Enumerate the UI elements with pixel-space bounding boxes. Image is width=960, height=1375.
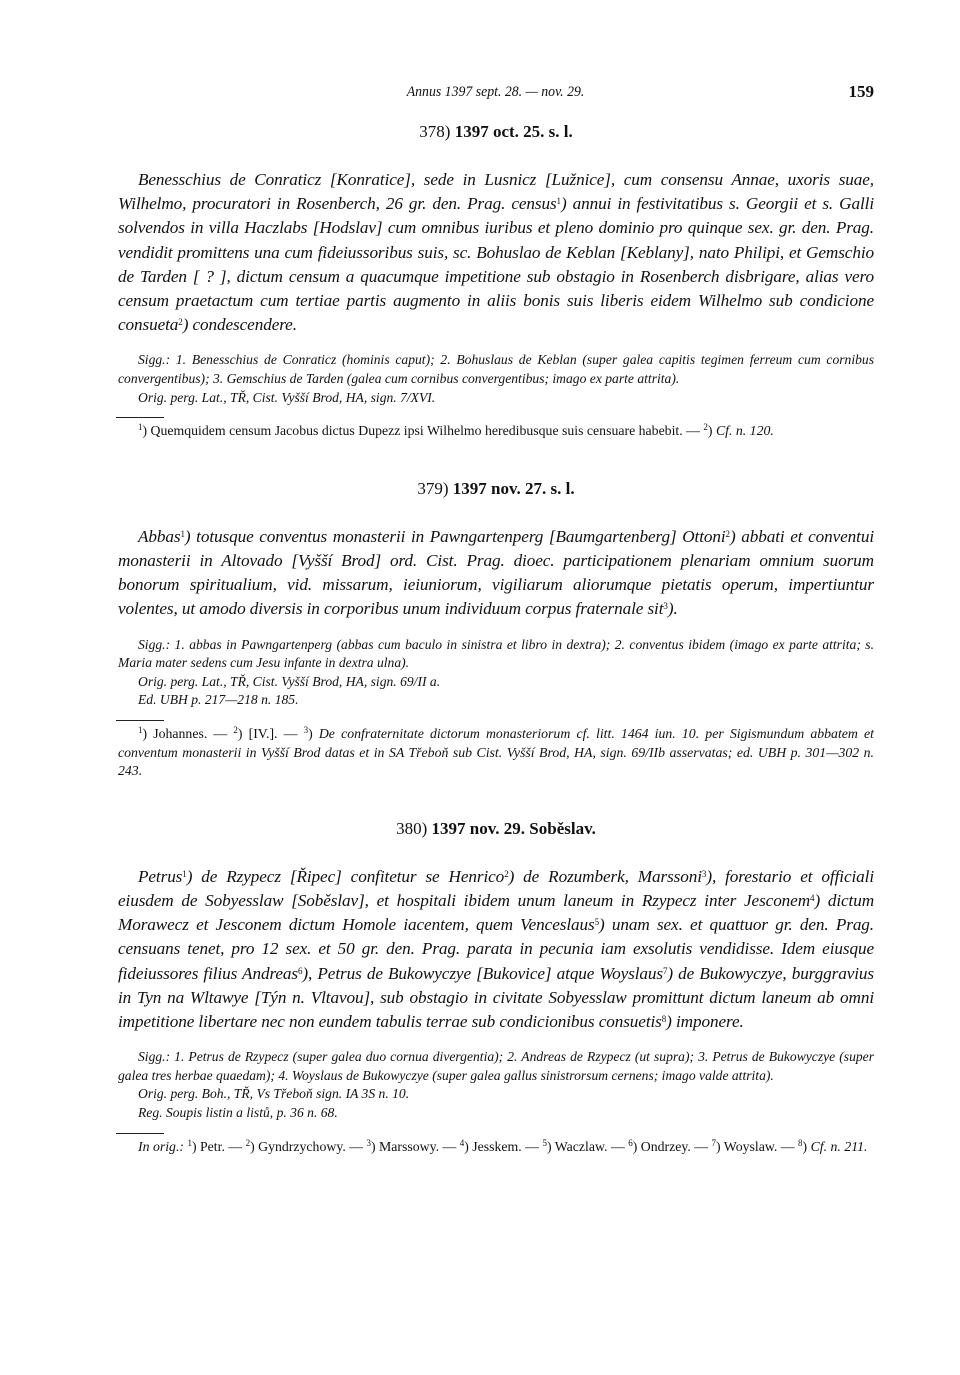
footnote-text: ) Marssowy. —: [370, 1138, 460, 1154]
footnote-text: ) Jesskem. —: [464, 1138, 543, 1154]
body-text-segment: ) dictum Morawecz et Jesconem dictum Homole iacentem, quem Venceslaus: [118, 890, 875, 935]
sigg-text: Sigg.: 1. abbas in Pawngartenperg (abbas cum baculo in sinistra et libro in dextra); 2. conventus ibidem (imago ex parte attrita; s. Maria mater sedens cum Jesu infante in dextra ulna).: [118, 636, 874, 671]
body-text-segment: ) annui in festivitatibus s. Georgii et s. Galli solvendos in villa Haczlabs [Hodslav] cum omnibus iuribus et pleno dominio pro quinque sex. gr. den. Prag. vendidit promittens una cum fideiussoribus suis, sc. Bohuslao de Keblan [Keblany], nato Philipi, et Gemschio de Tarden [ ? ], dictum censum a quacumque impetitione sub obstagio in Rosenberch disbrigare, alias vero censum praetactum cum tertiae partis augmento in aliis bonis suis liberis eidem Wilhelmo sub condicione consueta: [118, 194, 874, 335]
body-text-segment: ) totusque conventus monasterii in Pawngartenperg [Baumgartenberg] Ottoni: [184, 526, 726, 546]
footnote-text-italic: Cf. n. 211.: [810, 1138, 868, 1154]
body-text-segment: ), forestario et officiali eiusdem de Sobyesslaw [Soběslav], et hospitali ibidem unum laneum in Rzypecz inter Jesconem: [118, 866, 874, 910]
footnotes: [118, 422, 874, 441]
footnote-marker: 2: [504, 868, 509, 879]
source-reference: Orig. perg. Boh., TŘ, Vs Třeboň sign. IA 3S n. 10.: [138, 1086, 410, 1102]
body-text-segment: Abbas: [138, 526, 181, 546]
footnote-text: ) [IV.]. —: [237, 725, 304, 741]
footnote-text: ) Gyndrzychowy. —: [250, 1138, 367, 1154]
entry-number: 380): [396, 818, 428, 838]
footnote-marker: 5: [542, 1137, 547, 1148]
entry-body: [118, 865, 874, 1034]
entry-380: [118, 817, 874, 1156]
footnote-rule: [116, 720, 164, 721]
footnote-rule: [116, 417, 164, 418]
sigg-text: Sigg.: 1. Petrus de Rzypecz (super galea duo cornua divergentia); 2. Andreas de Rzypecz (ut supra); 3. Petrus de Bukowyczye (super galea tres herbae quaedam); 4. Woyslaus de Bukowyczye (super galea gallus sinistrorsum cernens; imago valde attrita).: [118, 1049, 874, 1083]
footnote-marker: 1: [180, 528, 185, 539]
footnote-text: ) Johannes. —: [142, 725, 234, 741]
seals-description: [118, 636, 874, 710]
footnote-marker: 7: [663, 965, 668, 976]
entry-date: 1397 oct. 25. s. l.: [454, 122, 573, 141]
running-head: [118, 84, 874, 110]
entry-heading: [118, 817, 874, 841]
footnote-marker: 3: [701, 868, 707, 879]
footnote-text: ) Quemquidem censum Jacobus dictus Dupezz ipsi Wilhelmo heredibusque suis censuare habebit. —: [142, 423, 704, 439]
footnote-text: ): [802, 1138, 811, 1154]
entry-body: [118, 168, 874, 337]
footnote-marker: 3: [366, 1137, 371, 1148]
footnote-text: ) Woyslaw. —: [716, 1138, 799, 1154]
entry-heading: [118, 120, 874, 144]
footnote-marker: 2: [233, 724, 238, 735]
footnote-lead: In orig.:: [138, 1138, 184, 1154]
footnote-marker: 6: [298, 965, 303, 976]
entry-date: 1397 nov. 27. s. l.: [452, 478, 575, 498]
body-text-segment: ), Petrus de Bukowyczye [Bukovice] atque Woyslaus: [302, 963, 663, 983]
body-text-segment: ) condescendere.: [182, 315, 297, 335]
footnote-marker: 2: [245, 1137, 251, 1148]
source-reference: Orig. perg. Lat., TŘ, Cist. Vyšší Brod, HA, sign. 69/II a.: [138, 673, 441, 689]
regest-reference: Reg. Soupis listin a listů, p. 36 n. 68.: [138, 1104, 338, 1120]
entry-number: 378): [419, 122, 451, 141]
footnote-marker: 8: [661, 1013, 667, 1024]
footnote-text: ) Ondrzey. —: [632, 1138, 712, 1154]
footnote-marker: 4: [459, 1137, 465, 1148]
body-text-segment: Benesschius de Conraticz [Konratice], sede in Lusnicz [Lužnice], cum consensu Annae, uxoris suae, Wilhelmo, procuratori in Rosenberch, 26 gr. den. Prag. census: [118, 170, 874, 214]
footnotes: [118, 1138, 874, 1157]
seals-description: [118, 351, 874, 407]
entry-378: [118, 120, 874, 441]
body-text-segment: ) abbati et conventui monasterii in Altovado [Vyšší Brod] ord. Cist. Prag. dioec. participationem plenariam omnium suorum bonorum spiritualium, vid. missarum, ieiuniorum, vigiliarum aliorumque pietatis operum, impertiuntur volentes, ut amodo diversis in corporibus unum individuum corpus fraternale sit: [118, 526, 875, 619]
body-text-segment: ).: [667, 599, 678, 619]
footnote-marker: 3: [663, 601, 668, 612]
entry-number: 379): [417, 478, 449, 498]
footnote-marker: 1: [187, 1137, 192, 1148]
sigg-text: Sigg.: 1. Benesschius de Conraticz (hominis caput); 2. Bohuslaus de Keblan (super galea capitis tegimen ferreum cum cornibus convergentibus); 3. Gemschius de Tarden (galea cum cornibus convergentibus; imago ex parte attrita).: [118, 352, 874, 387]
footnote-marker: 1: [556, 196, 561, 207]
body-text-segment: ) unam sex. et quattuor gr. den. Prag. censuans tenet, pro 12 sex. et 50 gr. den. Prag. parata in pecunia iam exsolutis vendidisse. Idem eiusque fideiussores filius Andreas: [118, 915, 875, 983]
footnote-text-italic: De confraternitate dictorum monasteriorum cf. litt. 1464 iun. 10. per Sigismundum abbatem et conventum monasterii in Vyšší Brod datas et in SA Třeboň sub Cist. Vyšší Brod, HA, sign. 69/IIb asservatas; ed. UBH p. 301—302 n. 243.: [118, 725, 874, 779]
footnote-marker: 5: [594, 917, 599, 928]
page-number: 159: [848, 82, 874, 101]
body-text-segment: ) de Rozumberk, Marssoni: [508, 866, 702, 886]
entry-heading: [118, 477, 874, 501]
footnote-rule: [116, 1133, 164, 1134]
footnote-marker: 1: [138, 724, 143, 735]
body-text-segment: ) de Bukowyczye, burggravius in Tyn na Wltawye [Týn n. Vltavou], sub obstagio in civitate Sobyesslaw promittunt dictum laneum ab omni impetitione libertare nec non eundem tabulis terrae sub condicionibus consuetis: [118, 963, 874, 1031]
footnote-marker: 1: [138, 422, 143, 433]
footnote-marker: 4: [810, 892, 815, 903]
footnote-text: ): [707, 423, 716, 439]
footnote-marker: 3: [303, 724, 309, 735]
edition-reference: Ed. UBH p. 217—218 n. 185.: [138, 692, 299, 708]
footnote-text-italic: Cf. n. 120.: [715, 423, 774, 439]
entry-379: [118, 477, 874, 781]
body-text-segment: ) imponere.: [666, 1011, 744, 1031]
footnote-marker: 7: [711, 1137, 716, 1148]
running-head-title: Annus 1397 sept. 28. — nov. 29.: [407, 84, 585, 100]
footnote-text: ) Waczlaw. —: [546, 1138, 629, 1154]
entry-date: 1397 nov. 29. Soběslav.: [431, 818, 596, 838]
footnote-marker: 6: [628, 1137, 633, 1148]
source-reference: Orig. perg. Lat., TŘ, Cist. Vyšší Brod, HA, sign. 7/XVI.: [138, 389, 436, 405]
seals-description: [118, 1048, 874, 1122]
footnote-text: ): [308, 725, 319, 741]
footnote-marker: 2: [703, 422, 708, 433]
footnote-marker: 2: [725, 528, 730, 539]
footnote-marker: 2: [178, 317, 183, 328]
body-text-segment: ) de Rzypecz [Řipec] confitetur se Henrico: [186, 866, 505, 886]
footnotes: [118, 725, 874, 781]
body-text-segment: Petrus: [138, 866, 183, 886]
footnote-marker: 1: [182, 868, 187, 879]
document-page: [118, 84, 874, 1156]
entry-body: [118, 525, 874, 622]
footnote-text: ) Petr. —: [191, 1138, 246, 1154]
footnote-marker: 8: [798, 1137, 803, 1148]
